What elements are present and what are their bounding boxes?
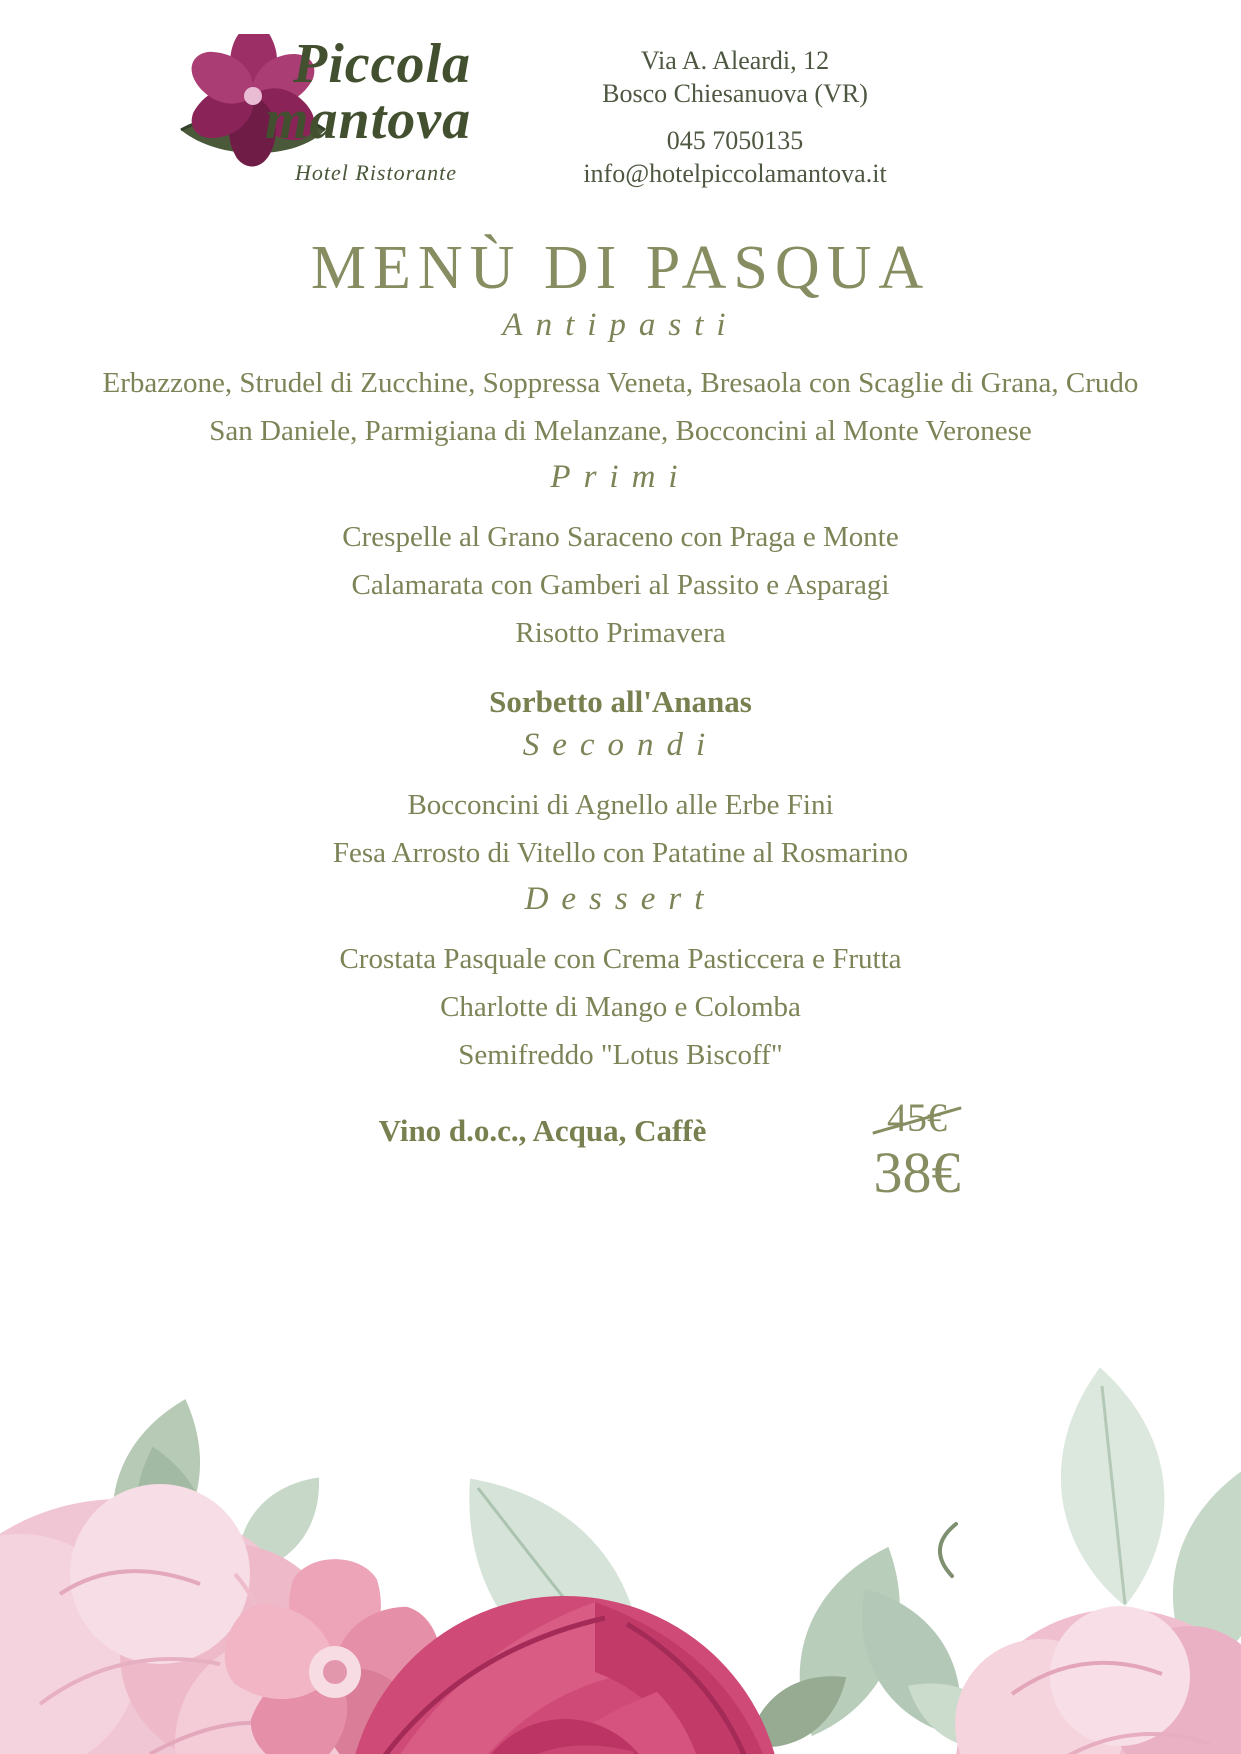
palate-cleanser: Sorbetto all'Ananas <box>489 684 752 719</box>
included-beverages: Vino d.o.c., Acqua, Caffè <box>378 1113 707 1148</box>
header <box>0 0 1241 205</box>
menu-item: Charlotte di Mango e Colomba <box>440 991 801 1023</box>
address-line1: Via A. Aleardi, 12 <box>640 46 830 75</box>
brand-name-line1: Piccola <box>293 33 472 95</box>
section-heading-dessert: Dessert <box>524 881 717 917</box>
page-title: MENÙ DI PASQUA <box>310 234 931 302</box>
price-row <box>0 1095 1241 1239</box>
menu-item: Semifreddo "Lotus Biscoff" <box>458 1039 783 1071</box>
price-block <box>837 1095 997 1203</box>
old-price: 45€ <box>887 1095 947 1140</box>
menu-item: Crostata Pasquale con Crema Pasticcera e Frutta <box>339 943 902 975</box>
floral-watercolor-decoration <box>0 1274 1241 1754</box>
brand-name-line2: mantova <box>265 89 472 151</box>
menu-item: Fesa Arrosto di Vitello con Patatine al Rosmarino <box>332 837 909 869</box>
address-line2: Bosco Chiesanuova (VR) <box>602 79 868 108</box>
menu-item: Crespelle al Grano Saraceno con Praga e Monte <box>342 521 899 553</box>
menu-item-antipasti: Erbazzone, Strudel di Zucchine, Soppressa Veneta, Bresaola con Scaglie di Grana, Crudo San Daniele, Parmigiana di Melanzane, Bocconcini al Monte Veronese <box>102 367 1139 447</box>
spacer <box>545 110 925 124</box>
section-heading-secondi: Secondi <box>522 727 719 763</box>
menu-content <box>0 233 1241 1239</box>
contact-info <box>545 44 925 190</box>
email-address: info@hotelpiccolamantova.it <box>583 159 887 188</box>
menu-item: Bocconcini di Agnello alle Erbe Fini <box>407 789 834 821</box>
section-heading-primi: Primi <box>550 459 691 495</box>
current-price: 38€ <box>873 1140 961 1205</box>
brand-tagline: Hotel Ristorante <box>295 160 458 185</box>
menu-item: Risotto Primavera <box>515 617 726 649</box>
phone-number: 045 7050135 <box>666 126 804 155</box>
menu-item: Calamarata con Gamberi al Passito e Asparagi <box>351 569 890 601</box>
brand-logo <box>175 34 535 204</box>
section-heading-antipasti: Antipasti <box>502 307 739 343</box>
